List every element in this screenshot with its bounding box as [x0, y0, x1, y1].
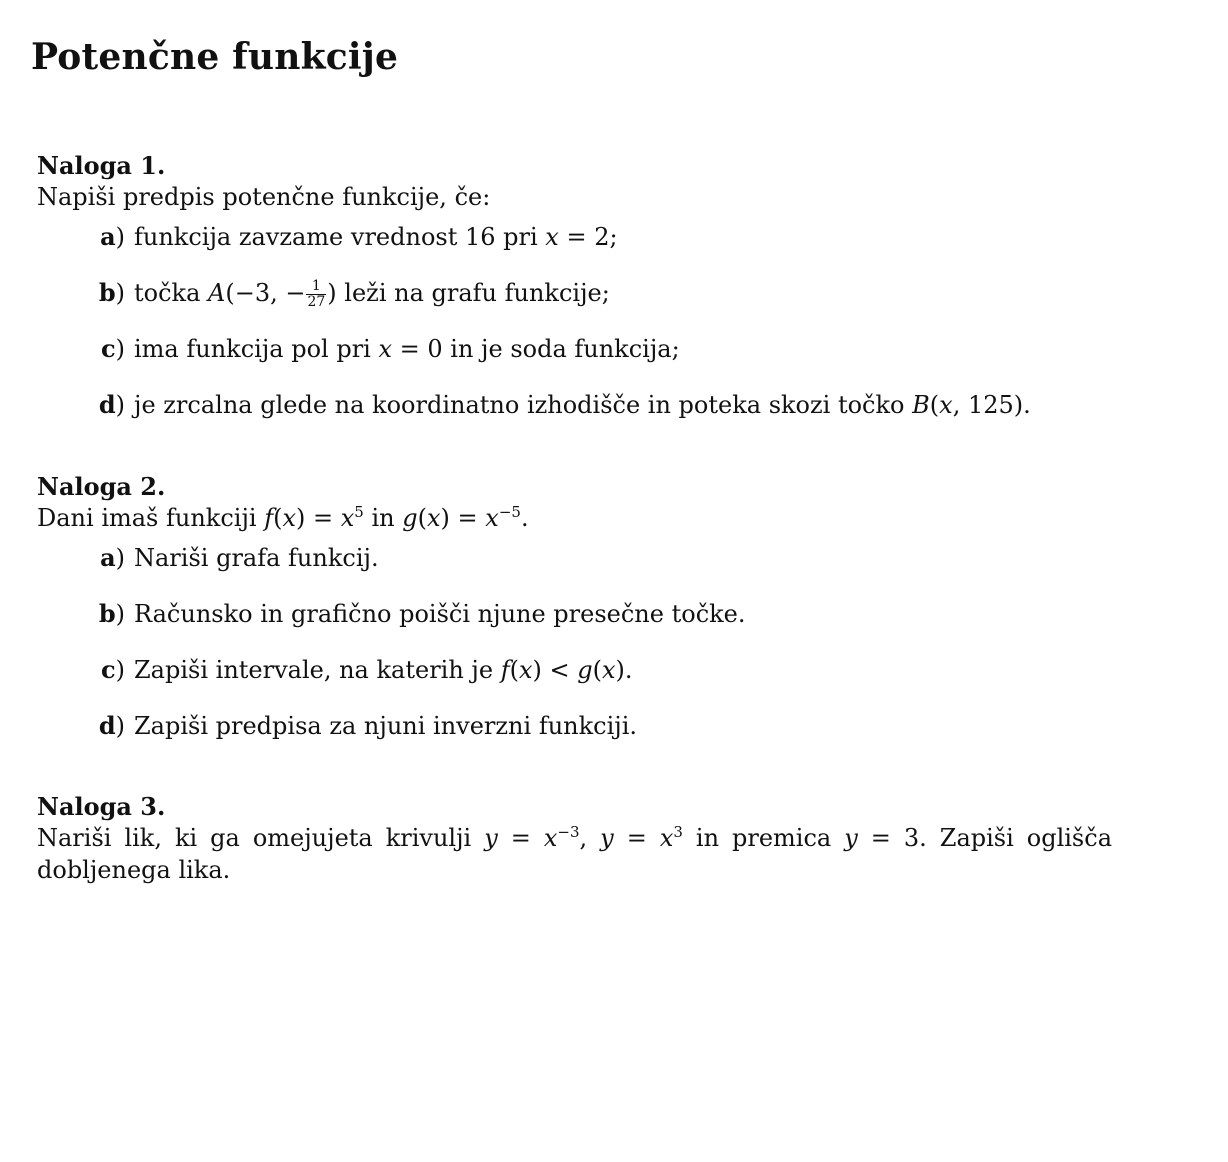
task-1-intro: Napiši predpis potenčne funkcije, če: [37, 183, 491, 211]
item-text: funkcija zavzame vrednost 16 pri x = 2; [134, 223, 618, 251]
task-2-item-b [37, 598, 1112, 654]
task-2-item-a [37, 542, 1112, 598]
task-1-item-d [37, 389, 1112, 445]
item-text: ima funkcija pol pri x = 0 in je soda funkcija; [134, 335, 680, 363]
task-1-items [37, 221, 1112, 445]
item-label: d) [98, 711, 125, 740]
item-label: d) [98, 390, 125, 419]
item-text: točka A(−3, − $\frac{1}{27}$ ) leži na grafu funkcije; [134, 278, 610, 310]
item-text: Zapiši intervale, na katerih je f(x) < g(x). [134, 656, 633, 684]
item-label: a) [100, 222, 125, 251]
item-label: b) [98, 278, 125, 307]
task-3 [37, 792, 1112, 886]
task-1-item-b [37, 277, 1112, 333]
item-text: Nariši grafa funkcij. [134, 544, 379, 572]
item-text: Zapiši predpisa za njuni inverzni funkciji. [134, 712, 638, 740]
page-title: Potenčne funkcije [31, 36, 399, 78]
item-label: c) [101, 334, 125, 363]
task-2-item-c [37, 654, 1112, 710]
task-1-item-c [37, 333, 1112, 389]
item-label: a) [100, 543, 125, 572]
task-2-title: Naloga 2. [37, 472, 166, 501]
item-text: je zrcalna glede na koordinatno izhodišče in poteka skozi točko B(x, 125). [134, 391, 1031, 419]
task-1 [37, 151, 1112, 445]
item-label: c) [101, 655, 125, 684]
item-label: b) [98, 599, 125, 628]
task-2-intro: Dani imaš funkciji $f(x) = x^5$ in $g(x) = x^{-5}$. [37, 503, 529, 532]
task-1-title: Naloga 1. [37, 151, 166, 180]
task-3-title: Naloga 3. [37, 792, 166, 821]
task-1-item-a [37, 221, 1112, 277]
task-3-text: Nariši lik, ki ga omejujeta krivulji $y = x^{-3}$, $y = x^3$ in premica y = 3. Zapiši oglišča dobljenega lika. [37, 823, 1113, 884]
task-2 [37, 472, 1112, 766]
fraction: $\frac{1}{27}$ [307, 278, 326, 310]
item-text: Računsko in grafično poišči njune presečne točke. [134, 600, 746, 628]
task-2-item-d [37, 710, 1112, 766]
task-2-items [37, 542, 1112, 766]
